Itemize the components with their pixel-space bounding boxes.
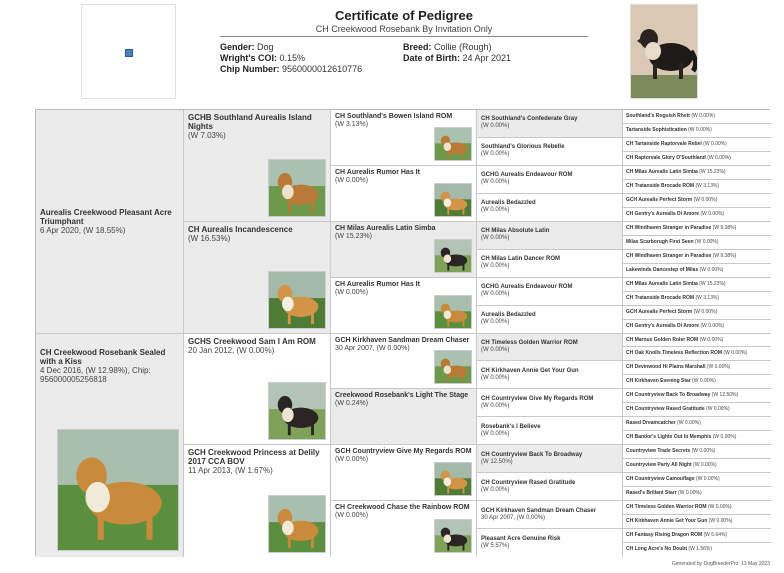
dog-name: Aurealis Creekwood Pleasant Acre Triumphant (40, 208, 172, 226)
pedigree-cell-gen4-0 (477, 110, 623, 138)
pedigree-cell-gen5-5 (623, 180, 771, 194)
pedigree-cell-gen3-3 (331, 278, 477, 334)
dog-name: Southland's Glorious Rebelle (481, 144, 565, 151)
chip-row: Chip Number: 9560000012610776 (220, 64, 363, 74)
dog-meta: (W 12.50%) (710, 392, 739, 399)
breed-row: Breed: Collie (Rough) (403, 42, 492, 52)
dog-name: CH Milas Aurealis Latin Simba (626, 168, 698, 175)
pedigree-cell-gen5-30 (623, 529, 771, 543)
dog-photo (434, 183, 472, 217)
pedigree-cell-gen4-7 (477, 306, 623, 334)
dog-name: Lakewinds Dancestep of Milas (626, 266, 699, 273)
dog-name: CH Oak Knolls Timeless Reflection ROM (626, 350, 723, 357)
pedigree-cell-gen3-6 (331, 445, 477, 501)
pedigree-cell-gen5-31 (623, 543, 771, 557)
pedigree-cell-gen2-1 (184, 222, 331, 334)
pedigree-cell-gen3-0 (331, 110, 477, 166)
certificate-title: Certificate of Pedigree (335, 8, 473, 23)
pedigree-cell-gen5-8 (623, 222, 771, 236)
pedigree-cell-gen1-1 (36, 334, 184, 558)
dog-meta: (W 0.00%) (692, 196, 718, 203)
dog-name: CH Tartanside Raptorvale Rebel (626, 140, 702, 147)
dog-meta: (W 0.00%) (705, 364, 731, 371)
dog-name: CH Southland's Confederate Gray (481, 116, 578, 123)
dog-meta: (W 0.00%) (705, 154, 731, 161)
pedigree-cell-gen5-10 (623, 250, 771, 264)
pedigree-cell-gen5-4 (623, 166, 771, 180)
pedigree-cell-gen5-11 (623, 264, 771, 278)
dog-name: CH Aurealis Rumor Has It (335, 168, 420, 176)
dog-meta: (W 0.00%) (481, 263, 510, 270)
dog-meta: (W 0.00%) (711, 434, 737, 441)
dog-name: CH Timeless Golden Warrior ROM (626, 504, 707, 511)
dog-name: Pleasant Acre Genuine Risk (481, 536, 561, 543)
dog-meta: (W 0.00%) (481, 374, 510, 381)
dog-name: CH Kirkhaven Annie Get Your Gun (626, 518, 708, 525)
dog-meta: (W 0.00%) (691, 462, 717, 469)
dog-name-subtitle: CH Creekwood Rosebank By Invitation Only (315, 24, 493, 34)
pedigree-cell-gen5-23 (623, 431, 771, 445)
dog-name: CH Devinwood Hi Plains Marshall (626, 364, 706, 371)
dog-meta: (W 3.13%) (694, 294, 720, 301)
dog-meta: (W 7.03%) (188, 131, 226, 140)
dog-meta: (W 9.38%) (711, 252, 737, 259)
dog-name: CH Windhaven Stranger in Paradise (626, 224, 712, 231)
dog-name: CH Countryview Camouflage (626, 476, 695, 483)
pedigree-cell-gen4-1 (477, 138, 623, 166)
pedigree-cell-gen4-11 (477, 417, 623, 445)
dog-name: CH Milas Aurealis Latin Simba (335, 224, 436, 232)
dog-meta: 11 Apr 2013, (W 1.67%) (188, 466, 273, 476)
dog-name: Rased Dreamcatcher (626, 420, 676, 427)
dog-meta: (W 0.00%) (481, 486, 510, 493)
dog-name: Milas Scarborugh First Seen (626, 238, 694, 245)
dog-meta: (W 0.00%) (722, 350, 748, 357)
pedigree-cell-gen5-18 (623, 361, 771, 375)
pedigree-cell-gen5-20 (623, 389, 771, 403)
broken-image-icon (125, 49, 133, 57)
pedigree-cell-gen3-2 (331, 222, 477, 278)
dog-name: Creekwood Rosebank's Light The Stage (335, 392, 469, 400)
dog-meta: (W 0.00%) (335, 176, 369, 184)
dog-photo (434, 295, 472, 329)
pedigree-cell-gen3-5 (331, 389, 477, 445)
dog-name: CH Timeless Golden Warrior ROM (481, 339, 578, 346)
dog-name: CH Tratanside Brocade ROM (626, 294, 695, 301)
dog-name: GCHG Aurealis Endeavour ROM (481, 284, 573, 291)
pedigree-cell-gen5-29 (623, 515, 771, 529)
dog-name: CH Southland's Bowen Island ROM (335, 113, 453, 120)
pedigree-cell-gen5-17 (623, 347, 771, 361)
pedigree-cell-gen5-26 (623, 473, 771, 487)
pedigree-cell-gen5-16 (623, 334, 771, 348)
dog-photo (434, 519, 472, 553)
dog-name: CH Kirkhaven Annie Get Your Gun (481, 367, 579, 374)
pedigree-cell-gen4-8 (477, 334, 623, 362)
coi-row: Wright's COI: 0.15% (220, 53, 306, 63)
pedigree-cell-gen3-1 (331, 166, 477, 222)
dog-photo (434, 127, 472, 161)
pedigree-cell-gen5-6 (623, 194, 771, 208)
gender-row: Gender: Dog (220, 42, 274, 52)
dog-name: CH Aurealis Incandescence (188, 224, 293, 234)
dog-name: CH Marnus Golden Roler ROM (626, 336, 699, 343)
dog-meta: (W 0.00%) (699, 210, 725, 217)
dog-meta: (W 0.00%) (698, 336, 724, 343)
dog-photo (268, 495, 326, 553)
pedigree-cell-gen4-15 (477, 529, 623, 557)
dog-photo (268, 271, 326, 329)
kennel-logo (81, 4, 176, 99)
pedigree-cell-gen5-2 (623, 138, 771, 152)
pedigree-cell-gen5-7 (623, 208, 771, 222)
dog-meta: (W 0.00%) (481, 123, 510, 130)
dog-photo (434, 350, 472, 384)
dog-name: CH Countryview Rased Gratitude (481, 479, 576, 486)
pedigree-cell-gen5-0 (623, 110, 771, 124)
dog-meta: (W 0.00%) (481, 179, 510, 186)
dog-meta: (W 0.00%) (675, 420, 701, 427)
dog-meta: (W 15.23%) (697, 280, 726, 287)
dog-meta: (W 16.53%) (188, 233, 231, 243)
pedigree-cell-gen2-3 (184, 445, 331, 557)
dog-meta: (W 0.00%) (690, 448, 716, 455)
pedigree-cell-gen5-22 (623, 417, 771, 431)
dog-meta: (W 12.50%) (481, 458, 513, 465)
dog-name: CH Countryview Give My Regards ROM (481, 395, 594, 402)
pedigree-cell-gen4-10 (477, 389, 623, 417)
dog-meta: (W 0.00%) (481, 207, 510, 214)
pedigree-cell-gen5-14 (623, 306, 771, 320)
pedigree-cell-gen5-19 (623, 375, 771, 389)
pedigree-table (35, 109, 770, 556)
dog-name: GCHB Southland Aurealis Island Nights (188, 113, 312, 131)
dog-name: GCH Countryview Give My Regards ROM (335, 448, 472, 456)
pedigree-cell-gen5-28 (623, 501, 771, 515)
dog-meta: (W 3.13%) (335, 121, 369, 128)
pedigree-cell-gen3-4 (331, 334, 477, 390)
pedigree-cell-gen4-9 (477, 361, 623, 389)
pedigree-cell-gen5-9 (623, 236, 771, 250)
dog-meta: (W 0.00%) (481, 430, 510, 437)
subject-dog-photo (630, 4, 698, 99)
dog-photo (434, 462, 472, 496)
dog-meta: (W 9.38%) (711, 224, 737, 231)
dog-name: CH Milas Latin Dancer ROM (481, 256, 561, 263)
pedigree-cell-gen5-25 (623, 459, 771, 473)
pedigree-cell-gen5-15 (623, 320, 771, 334)
dog-name: CH Tratanside Brocade ROM (626, 182, 695, 189)
dog-meta: 30 Apr 2007, (W 0.00%) (335, 344, 410, 352)
dog-name: CH Milas Absolute Latin (481, 228, 550, 235)
dog-name: CH Milas Aurealis Latin Simba (626, 280, 698, 287)
dog-meta: (W 0.00%) (481, 291, 510, 298)
dog-name: CH Countryview Back To Broadway (481, 451, 583, 458)
dog-name: CH Creekwood Chase the Rainbow ROM (335, 504, 470, 512)
dog-photo (268, 159, 326, 217)
dog-name: CH Windhaven Stranger in Paradise (626, 252, 712, 259)
pedigree-cell-gen4-5 (477, 250, 623, 278)
pedigree-cell-gen4-13 (477, 473, 623, 501)
dog-name: CH Countryview Back To Broadway (626, 392, 711, 399)
dog-name: CH Fantasy Rising Dragon ROM (626, 532, 703, 539)
dog-name: GCH Aurealis Perfect Storm (626, 196, 693, 203)
dog-name: Rased's Brillant Starr (626, 490, 677, 497)
pedigree-cell-gen4-3 (477, 194, 623, 222)
dog-meta: (W 5.57%) (481, 543, 510, 550)
dog-name: CH Creekwood Rosebank Sealed with a Kiss (40, 347, 166, 366)
dog-meta: (W 0.00%) (335, 456, 369, 464)
pedigree-cell-gen5-12 (623, 278, 771, 292)
dog-name: GCH Creekwood Princess at Delily 2017 CCA BOV (188, 448, 320, 467)
pedigree-cell-gen4-2 (477, 166, 623, 194)
dog-name: GCHG Aurealis Endeavour ROM (481, 172, 573, 179)
dog-photo (434, 239, 472, 273)
pedigree-cell-gen4-12 (477, 445, 623, 473)
dog-name: CH Bandor's Lights Out In Memphis (626, 434, 712, 441)
dog-name: Tartanside Sophistication (626, 126, 687, 133)
pedigree-cell-gen4-6 (477, 278, 623, 306)
dog-meta: (W 0.00%) (693, 238, 719, 245)
dog-name: CH Aurealis Rumor Has It (335, 280, 420, 288)
dog-meta: (W 0.00%) (335, 512, 369, 520)
dog-meta: (W 0.00%) (690, 378, 716, 385)
dog-meta: (W 0.00%) (335, 288, 369, 296)
dog-meta: (W 0.00%) (706, 504, 732, 511)
pedigree-cell-gen4-14 (477, 501, 623, 529)
dog-meta: (W 0.00%) (692, 308, 718, 315)
dog-meta: 4 Dec 2016, (W 12.98%), Chip: 956000005256818 (40, 365, 151, 384)
dog-meta: (W 0.00%) (481, 235, 510, 242)
dog-name: CH Gentry's Aurealis Di Amore (626, 322, 700, 329)
dog-meta: (W 0.00%) (676, 490, 702, 497)
dog-name: Southland's Roguish Rhett (626, 113, 690, 119)
pedigree-cell-gen5-1 (623, 124, 771, 138)
dog-meta: (W 1.56%) (687, 546, 713, 553)
dog-meta: (W 0.00%) (694, 476, 720, 483)
dog-name: Countryview Trade Secrets (626, 448, 691, 455)
dog-meta: (W 0.00%) (481, 346, 510, 353)
dog-meta: (W 0.24%) (335, 400, 369, 408)
dog-meta: (W 3.13%) (694, 182, 720, 189)
dog-meta: 30 Apr 2007, (W 0.00%) (481, 514, 546, 521)
pedigree-cell-gen4-4 (477, 222, 623, 250)
dog-meta: (W 0.00%) (481, 151, 510, 158)
dog-meta: 20 Jan 2012, (W 0.00%) (188, 345, 275, 355)
dog-name: CH Countryview Rased Gratitude (626, 406, 705, 413)
dog-meta: (W 0.00%) (707, 518, 733, 525)
dog-name: CH Long Acre's No Doubt (626, 546, 688, 553)
dog-meta: (W 0.00%) (689, 113, 715, 119)
dog-meta: 6 Apr 2020, (W 18.55%) (40, 226, 126, 235)
dog-name: Countryview Party All Night (626, 462, 692, 469)
pedigree-cell-gen5-27 (623, 487, 771, 501)
dog-meta: (W 0.00%) (686, 126, 712, 133)
dog-name: CH Gentry's Aurealis Di Amore (626, 210, 700, 217)
pedigree-cell-gen5-21 (623, 403, 771, 417)
dog-meta: (W 15.23%) (335, 232, 372, 240)
pedigree-cell-gen1-0 (36, 110, 184, 334)
dog-photo (268, 382, 326, 440)
dog-name: CH Kirkhaven Evening Star (626, 378, 691, 385)
dob-row: Date of Birth: 24 Apr 2021 (403, 53, 512, 63)
dog-meta: (W 6.64%) (702, 532, 728, 539)
dog-name: Aurealis Bedazzled (481, 312, 536, 319)
dog-meta: (W 15.23%) (697, 168, 726, 175)
dog-name: GCH Kirkhaven Sandman Dream Chaser (335, 336, 470, 344)
dog-name: CH Raptorvale Glory O'Southland (626, 154, 706, 161)
dog-meta: (W 0.00%) (698, 266, 724, 273)
pedigree-cell-gen2-2 (184, 334, 331, 446)
generated-by-footer: Generated by DogBreederPro: 13 May 2023 (671, 561, 770, 567)
pedigree-cell-gen3-7 (331, 501, 477, 557)
dog-photo (57, 429, 179, 551)
dog-meta: (W 0.00%) (699, 322, 725, 329)
pedigree-cell-gen5-13 (623, 292, 771, 306)
dog-meta: (W 0.00%) (701, 140, 727, 147)
pedigree-cell-gen5-24 (623, 445, 771, 459)
dog-name: GCH Kirkhaven Sandman Dream Chaser (481, 507, 597, 514)
pedigree-cell-gen2-0 (184, 110, 331, 222)
dog-name: GCHS Creekwood Sam I Am ROM (188, 336, 316, 346)
dog-meta: (W 0.00%) (704, 406, 730, 413)
pedigree-cell-gen5-3 (623, 152, 771, 166)
dog-name: Aurealis Bedazzled (481, 200, 536, 207)
dog-name: Rosebank's I Believe (481, 423, 541, 430)
dog-name: GCH Aurealis Perfect Storm (626, 308, 693, 315)
title-divider (220, 36, 588, 37)
dog-meta: (W 0.00%) (481, 402, 510, 409)
dog-meta: (W 0.00%) (481, 319, 510, 326)
